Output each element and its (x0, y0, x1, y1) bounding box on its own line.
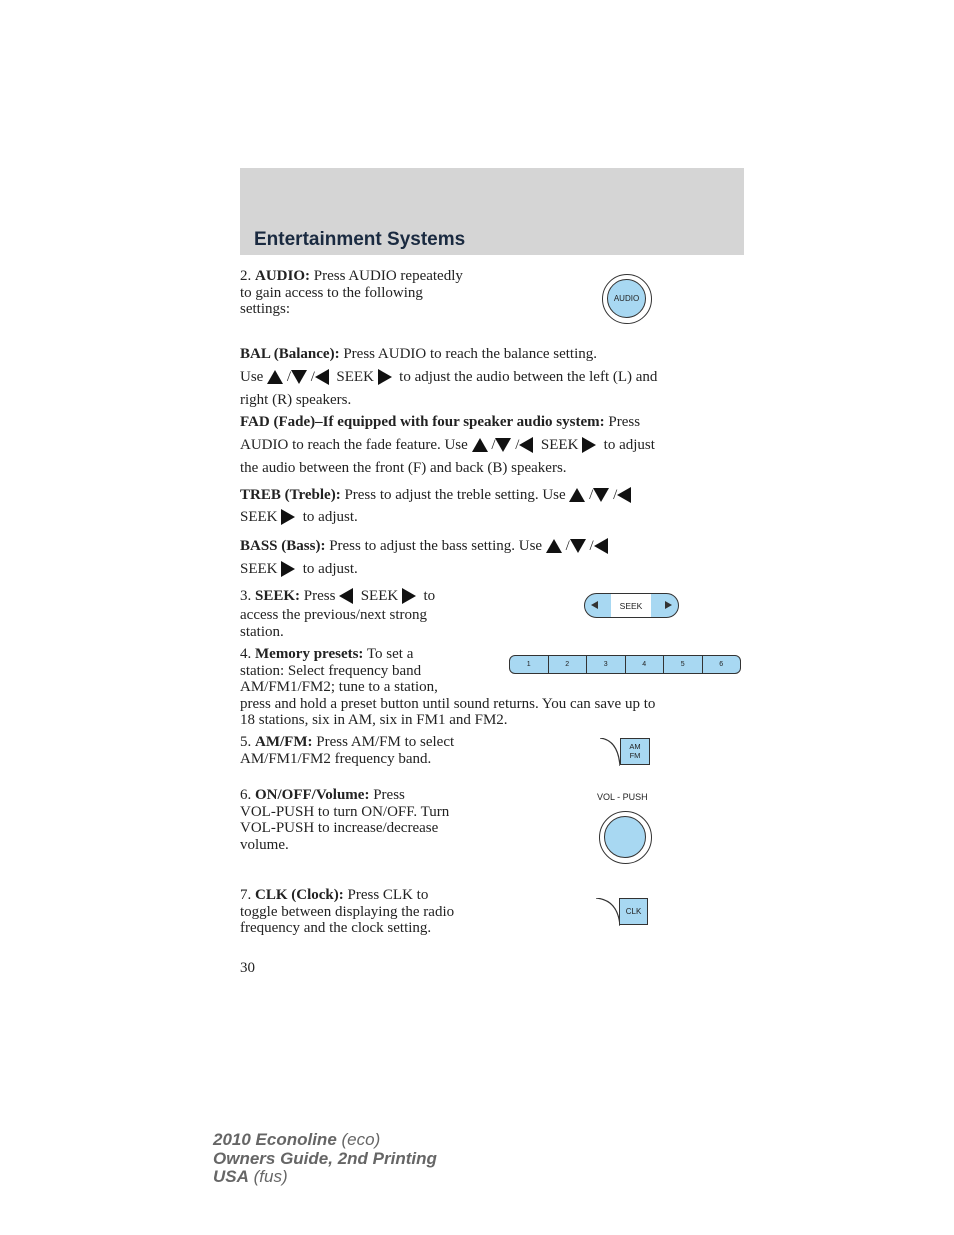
seek-button-label: SEEK (611, 594, 651, 617)
arrow-up-icon (546, 539, 562, 553)
bass-line-2: SEEK to adjust. (240, 561, 358, 577)
amfm-term: AM/FM: (255, 734, 313, 750)
clock-term: CLK (Clock): (255, 887, 344, 903)
bal-term: BAL (Balance): (240, 346, 340, 362)
document-footer (213, 1131, 437, 1187)
arrow-right-icon (402, 588, 416, 604)
treb-line-2: SEEK to adjust. (240, 509, 358, 525)
amfm-button-fm: FM (629, 751, 641, 760)
arrow-up-icon (569, 488, 585, 502)
preset-button-3: 3 (587, 656, 626, 673)
arrow-right-icon (582, 437, 596, 453)
seek-right-icon (665, 601, 672, 609)
preset-button-1: 1 (510, 656, 549, 673)
volume-knob-face (604, 816, 646, 858)
bass-term: BASS (Bass): (240, 538, 326, 554)
audio-button-face: AUDIO (607, 279, 646, 318)
clk-button-illustration: CLK (619, 898, 648, 925)
fad-line-1: FAD (Fade)–If equipped with four speaker audio system: Press (240, 414, 641, 430)
audio-paragraph: 2. AUDIO: Press AUDIO repeatedly to gain access to the following settings: (240, 268, 463, 317)
bass-line-1: BASS (Bass): Press to adjust the bass setting. Use / / (240, 535, 608, 557)
footer-line-2: Owners Guide, 2nd Printing (213, 1148, 437, 1168)
arrow-left-icon (339, 588, 353, 604)
amfm-curve-decoration (600, 738, 620, 766)
preset-button-5: 5 (664, 656, 703, 673)
volume-paragraph: 6. ON/OFF/Volume: Press VOL-PUSH to turn ON/OFF. Turn VOL-PUSH to increase/decrease volume. (240, 787, 450, 853)
seek-paragraph: access the previous/next strong station. (240, 607, 428, 640)
fad-line-2: AUDIO to reach the fade feature. Use / / SEEK to adjust (240, 437, 655, 453)
seek-line-1: 3. SEEK: Press SEEK to (240, 588, 436, 604)
memory-paragraph: 4. Memory presets: To set a station: Select frequency band AM/FM1/FM2; tune to a station, press and hold a preset button until sound returns. You can save up to 18 stations, six in AM, six in FM1 and FM2. (240, 646, 656, 728)
audio-term: AUDIO: (255, 268, 310, 284)
arrow-down-icon (291, 370, 307, 384)
seek-term: SEEK: (255, 588, 301, 604)
treb-term: TREB (Treble): (240, 487, 341, 503)
amfm-button-illustration (620, 738, 650, 765)
arrow-right-icon (281, 509, 295, 525)
fad-term: FAD (Fade)–If equipped with four speaker audio system: (240, 414, 605, 430)
amfm-paragraph: 5. AM/FM: Press AM/FM to select AM/FM1/FM2 frequency band. (240, 734, 455, 767)
arrow-up-icon (472, 438, 488, 452)
treb-line-1: TREB (Treble): Press to adjust the treble setting. Use / / (240, 484, 631, 506)
arrow-up-icon (267, 370, 283, 384)
volume-knob-illustration (599, 811, 652, 864)
clock-paragraph: 7. CLK (Clock): Press CLK to toggle between displaying the radio frequency and the clock setting. (240, 887, 455, 936)
arrow-left-icon (617, 487, 631, 503)
amfm-button-am: AM (629, 742, 641, 751)
arrow-right-icon (378, 369, 392, 385)
section-header-bar (240, 168, 744, 255)
footer-line-1: 2010 Econoline (eco) (213, 1130, 381, 1149)
section-title: Entertainment Systems (254, 229, 466, 250)
audio-button-illustration (602, 274, 652, 324)
preset-button-2: 2 (549, 656, 588, 673)
arrow-down-icon (495, 438, 511, 452)
volume-term: ON/OFF/Volume: (255, 787, 370, 803)
fad-line-3: the audio between the front (F) and back (B) speakers. (240, 460, 567, 476)
arrow-left-icon (315, 369, 329, 385)
bal-line-3: right (R) speakers. (240, 392, 352, 408)
bal-line-1: BAL (Balance): Press AUDIO to reach the balance setting. (240, 346, 598, 362)
bal-line-2: Use / / SEEK to adjust the audio between the left (L) and (240, 369, 658, 385)
footer-line-3: USA (fus) (213, 1167, 288, 1186)
preset-button-4: 4 (626, 656, 665, 673)
arrow-down-icon (570, 539, 586, 553)
arrow-left-icon (594, 538, 608, 554)
arrow-down-icon (593, 488, 609, 502)
memory-presets-illustration (509, 655, 741, 674)
seek-left-icon (591, 601, 598, 609)
arrow-left-icon (519, 437, 533, 453)
vol-push-label: VOL - PUSH (597, 792, 648, 802)
page-number: 30 (240, 960, 255, 976)
seek-button-illustration (584, 593, 679, 618)
arrow-right-icon (281, 561, 295, 577)
memory-term: Memory presets: (255, 646, 364, 662)
clk-curve-decoration (596, 898, 620, 926)
preset-button-6: 6 (719, 661, 724, 668)
